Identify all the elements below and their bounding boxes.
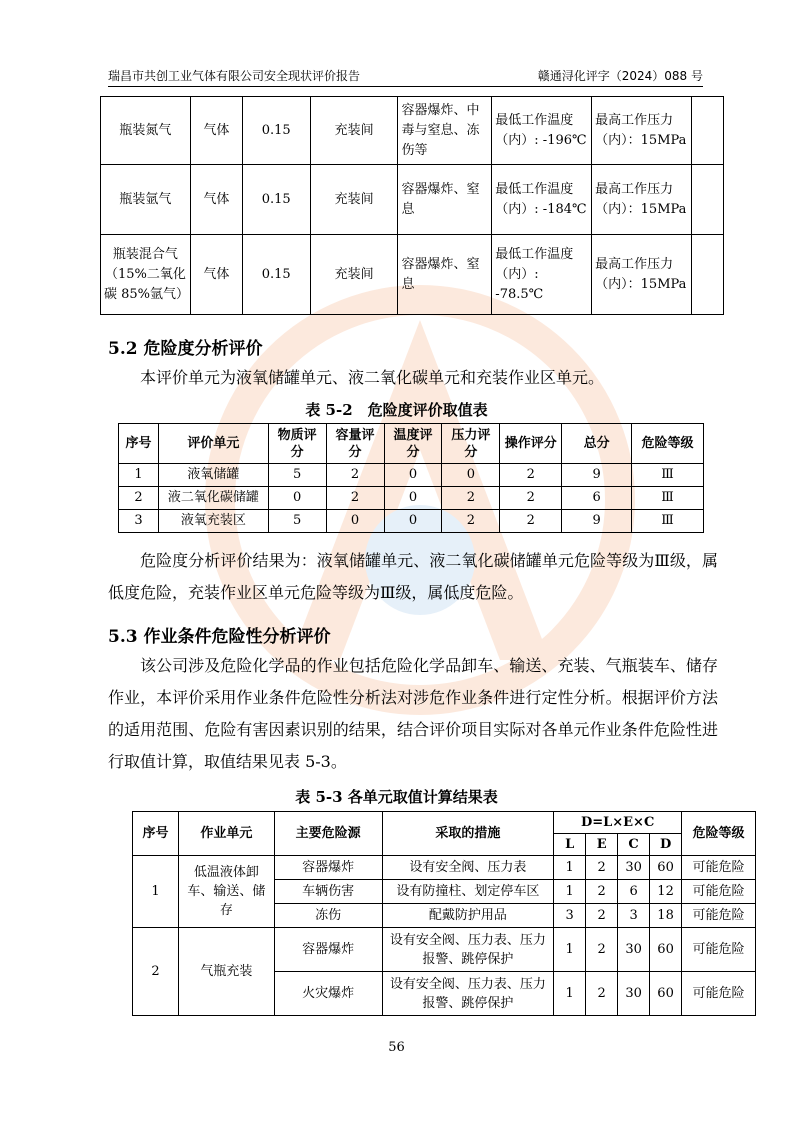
- section-5-3-body: 该公司涉及危险化学品的作业包括危险化学品卸车、输送、充装、气瓶装车、储存作业，本评价采用作业条件危险性分析法对涉危作业条件进行定性分析。根据评价方法的适用范围、危险有害因素识别的结果，结合评价项目实际对各单元作业条件危险性进行取值计算，取值结果见表 5-3。: [108, 656, 718, 771]
- cell-e: 2: [586, 972, 618, 1016]
- cell: 2: [326, 464, 384, 487]
- cell: 0: [384, 510, 442, 533]
- cell-press: 最高工作压力（内）：15MPa: [592, 235, 692, 315]
- cell-hazard: 容器爆炸、窒息: [398, 235, 492, 315]
- cell: 0: [268, 487, 326, 510]
- cell-extra: [692, 97, 724, 165]
- cell-place: 充装间: [310, 97, 398, 165]
- header-cell: 危险等级: [682, 812, 756, 856]
- cell-e: 2: [586, 856, 618, 880]
- header-left: 瑞昌市共创工业气体有限公司安全现状评价报告: [108, 69, 361, 83]
- cell: 9: [562, 510, 632, 533]
- cell: 2: [119, 487, 159, 510]
- cell-press: 最高工作压力（内）：15MPa: [592, 165, 692, 235]
- cell-name: 瓶装氮气: [101, 97, 191, 165]
- cell-measure: 设有安全阀、压力表、压力报警、跳停保护: [382, 972, 554, 1016]
- header-cell: 压力评分: [442, 424, 500, 464]
- header-cell: 序号: [119, 424, 159, 464]
- cell: 0: [384, 487, 442, 510]
- cell-c: 3: [618, 904, 650, 928]
- cell-unit: 气瓶充装: [178, 928, 274, 1016]
- section-5-2-title: 5.2 危险度分析评价: [108, 339, 263, 359]
- cell: 2: [442, 487, 500, 510]
- table-header-row: [119, 424, 704, 464]
- cell-e: 2: [586, 928, 618, 972]
- cell: 2: [326, 487, 384, 510]
- cell: 0: [384, 464, 442, 487]
- cell-hazard: 容器爆炸、窒息: [398, 165, 492, 235]
- cell: 液氧储罐: [158, 464, 268, 487]
- cell-no: 2: [133, 928, 179, 1016]
- cell-state: 气体: [190, 97, 242, 165]
- lec-table: [132, 811, 756, 1016]
- cell-d: 60: [650, 928, 682, 972]
- cell-measure: 配戴防护用品: [382, 904, 554, 928]
- cell: 2: [500, 487, 562, 510]
- header-cell: D=L×E×C: [554, 812, 682, 834]
- section-5-2-result: 危险度分析评价结果为：液氧储罐单元、液二氧化碳储罐单元危险等级为Ⅲ级，属低度危险，充装作业区单元危险等级为Ⅲ级，属低度危险。: [108, 551, 718, 602]
- cell-level: 可能危险: [682, 904, 756, 928]
- cell-c: 30: [618, 856, 650, 880]
- cell: 2: [500, 464, 562, 487]
- cell-src: 容器爆炸: [274, 928, 382, 972]
- header-cell: 作业单元: [178, 812, 274, 856]
- cell: 9: [562, 464, 632, 487]
- cell-e: 2: [586, 880, 618, 904]
- cell: Ⅲ: [632, 464, 704, 487]
- cell-l: 1: [554, 856, 586, 880]
- cell-c: 30: [618, 972, 650, 1016]
- risk-degree-table: [118, 423, 704, 533]
- cell: 6: [562, 487, 632, 510]
- cell-level: 可能危险: [682, 928, 756, 972]
- header-cell: 操作评分: [500, 424, 562, 464]
- table-row: [133, 856, 756, 880]
- cell-state: 气体: [190, 165, 242, 235]
- cell-src: 冻伤: [274, 904, 382, 928]
- header-cell: 采取的措施: [382, 812, 554, 856]
- header-cell: 危险等级: [632, 424, 704, 464]
- cell-l: 1: [554, 880, 586, 904]
- header-cell: 评价单元: [158, 424, 268, 464]
- cell: Ⅲ: [632, 510, 704, 533]
- table-5-2-caption: 表 5-2 危险度评价取值表: [305, 401, 488, 419]
- cell-e: 2: [586, 904, 618, 928]
- cell-d: 18: [650, 904, 682, 928]
- cell-l: 3: [554, 904, 586, 928]
- cell-extra: [692, 235, 724, 315]
- cell-l: 1: [554, 972, 586, 1016]
- header-cell: L: [554, 834, 586, 856]
- header-cell: 温度评分: [384, 424, 442, 464]
- cell: 2: [442, 510, 500, 533]
- table-row: [133, 928, 756, 972]
- cell-unit: 低温液体卸车、输送、储存: [178, 856, 274, 928]
- cell: 0: [442, 464, 500, 487]
- table-row: [101, 235, 724, 315]
- cell-temp: 最低工作温度（内）: -78.5℃: [492, 235, 592, 315]
- cell-measure: 设有安全阀、压力表: [382, 856, 554, 880]
- header-cell: 总分: [562, 424, 632, 464]
- cell-qty: 0.15: [242, 165, 310, 235]
- cell: 1: [119, 464, 159, 487]
- cell-level: 可能危险: [682, 972, 756, 1016]
- cell-measure: 设有安全阀、压力表、压力报警、跳停保护: [382, 928, 554, 972]
- cell-name: 瓶装混合气（15%二氧化碳 85%氩气）: [101, 235, 191, 315]
- cell: 5: [268, 510, 326, 533]
- cell-qty: 0.15: [242, 97, 310, 165]
- header-cell: D: [650, 834, 682, 856]
- cell-src: 容器爆炸: [274, 856, 382, 880]
- page-number: 56: [388, 1040, 405, 1055]
- table-row: [119, 487, 704, 510]
- cell-d: 60: [650, 856, 682, 880]
- header-cell: C: [618, 834, 650, 856]
- cell: 0: [326, 510, 384, 533]
- cell-place: 充装间: [310, 165, 398, 235]
- cell-c: 30: [618, 928, 650, 972]
- cell: 3: [119, 510, 159, 533]
- cell-temp: 最低工作温度（内）: -184℃: [492, 165, 592, 235]
- table-5-3-caption: 表 5-3 各单元取值计算结果表: [295, 788, 498, 806]
- cell-level: 可能危险: [682, 856, 756, 880]
- header-right: 赣通浔化评字（2024）088 号: [537, 69, 703, 83]
- cell: Ⅲ: [632, 487, 704, 510]
- table-row: [101, 97, 724, 165]
- cell-place: 充装间: [310, 235, 398, 315]
- cell-l: 1: [554, 928, 586, 972]
- header-cell: 主要危险源: [274, 812, 382, 856]
- cell-src: 车辆伤害: [274, 880, 382, 904]
- header-cell: 物质评分: [268, 424, 326, 464]
- header-cell: 序号: [133, 812, 179, 856]
- cell-hazard: 容器爆炸、中毒与窒息、冻伤等: [398, 97, 492, 165]
- cell-level: 可能危险: [682, 880, 756, 904]
- header-cell: E: [586, 834, 618, 856]
- table-header-row: [133, 812, 756, 834]
- cell: 液二氧化碳储罐: [158, 487, 268, 510]
- section-5-3-title: 5.3 作业条件危险性分析评价: [108, 627, 331, 647]
- cell-extra: [692, 165, 724, 235]
- section-5-2-intro: 本评价单元为液氧储罐单元、液二氧化碳单元和充装作业区单元。: [140, 368, 605, 387]
- cell: 液氧充装区: [158, 510, 268, 533]
- cell-press: 最高工作压力（内）：15MPa: [592, 97, 692, 165]
- cell-d: 60: [650, 972, 682, 1016]
- table-row: [119, 510, 704, 533]
- gas-table: [100, 96, 724, 315]
- cell-d: 12: [650, 880, 682, 904]
- cell-qty: 0.15: [242, 235, 310, 315]
- cell-measure: 设有防撞柱、划定停车区: [382, 880, 554, 904]
- cell-name: 瓶装氩气: [101, 165, 191, 235]
- cell: 5: [268, 464, 326, 487]
- header-cell: 容量评分: [326, 424, 384, 464]
- page-header: [108, 68, 703, 87]
- cell-c: 6: [618, 880, 650, 904]
- table-row: [119, 464, 704, 487]
- cell-src: 火灾爆炸: [274, 972, 382, 1016]
- cell-state: 气体: [190, 235, 242, 315]
- cell: 2: [500, 510, 562, 533]
- cell-temp: 最低工作温度（内）: -196℃: [492, 97, 592, 165]
- table-row: [101, 165, 724, 235]
- cell-no: 1: [133, 856, 179, 928]
